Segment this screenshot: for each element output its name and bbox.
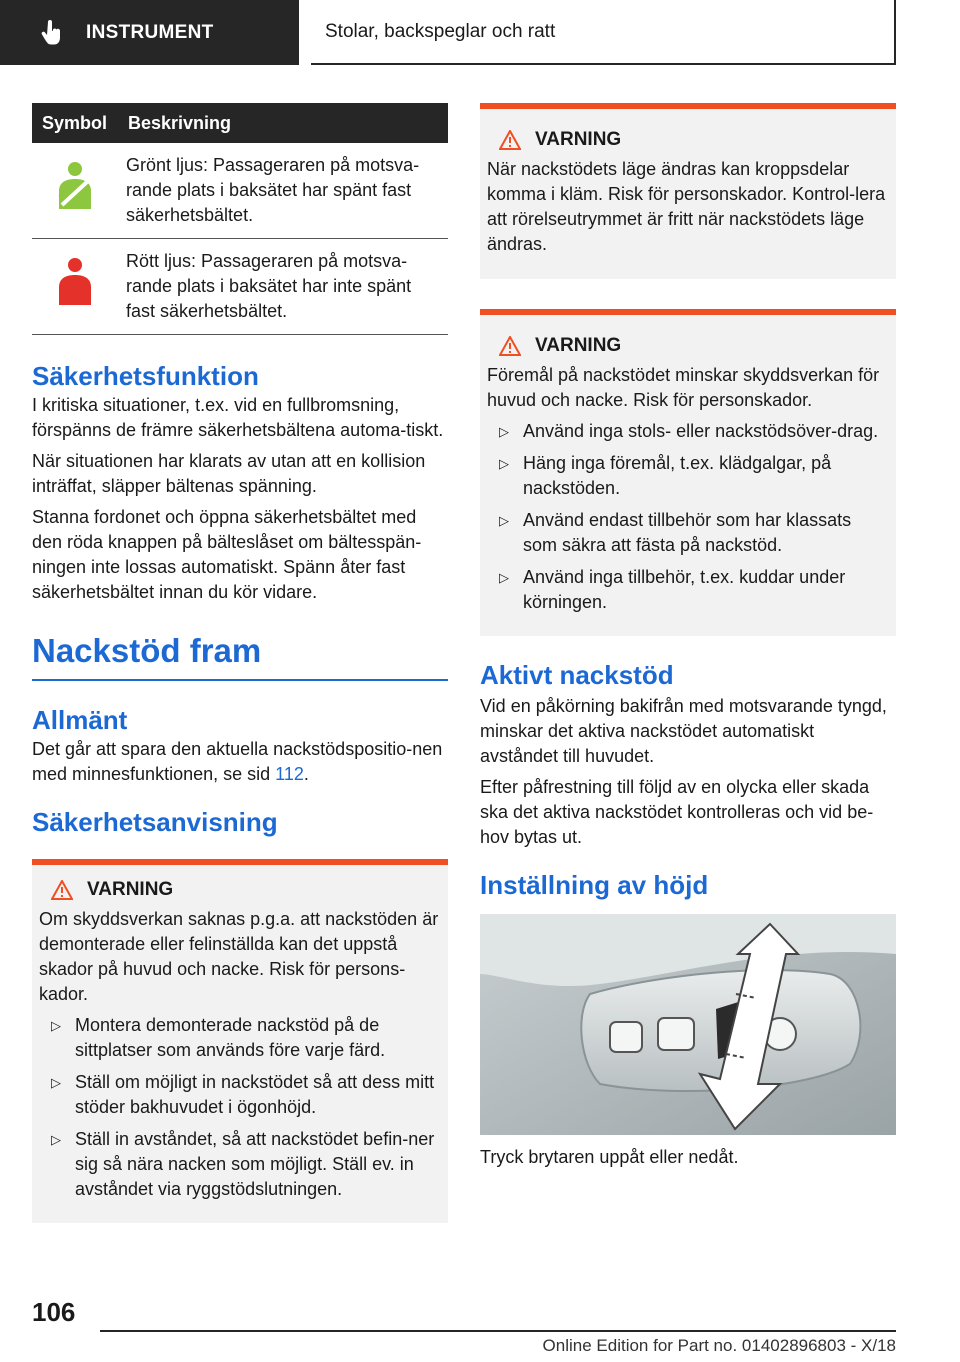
section-heading-active-headrest: Aktivt nackstöd	[480, 660, 674, 690]
warning-label: VARNING	[535, 129, 622, 150]
section-heading-general: Allmänt	[32, 705, 128, 735]
warning-text: Om skyddsverkan saknas p.g.a. att nackstöden är demonterade eller felinställda kan det uppstå skador på huvud och nacke. Risk för persons-kador.	[39, 909, 439, 1004]
list-item: ▷ Montera demonterade nackstöd på de sittplatser som används före varje färd.	[51, 1015, 386, 1060]
warning-label: VARNING	[87, 879, 174, 900]
section-heading-safety-function: Säkerhetsfunktion	[32, 361, 259, 391]
paragraph-general: Det går att spara den aktuella nackstödspositio-nen med minnesfunktionen, se sid 112.	[32, 739, 443, 784]
section-title: INSTRUMENT	[86, 21, 214, 43]
list-item: ▷ Ställ in avståndet, så att nackstödet befin-ner sig så nära nacken som möjligt. Ställ ev. in avståndet via ryggstödslutningen.	[51, 1129, 435, 1199]
list-item: ▷ Ställ om möjligt in nackstödet så att dess mitt stöder bakhuvudet i ögonhöjd.	[51, 1072, 435, 1117]
warning-list	[487, 419, 888, 615]
chapter-title	[311, 0, 896, 65]
table-header-description: Beskrivning	[118, 103, 448, 143]
warning-header	[499, 335, 888, 357]
chapter-title-text: Stolar, backspeglar och ratt	[325, 20, 556, 42]
right-column	[480, 103, 896, 1170]
list-item: ▷ Använd endast tillbehör som har klassats som säkra att fästa på nackstöd.	[499, 510, 852, 555]
warning-text: När nackstödets läge ändras kan kroppsdelar komma i kläm. Risk för personskador. Kontrol-lera att rörelseutrymmet är fritt när nackstödets läge ändras.	[487, 159, 886, 254]
seat-switch-photo	[480, 914, 896, 1135]
page-link[interactable]: 112	[275, 764, 304, 784]
warning-label: VARNING	[535, 335, 622, 356]
paragraph: Vid en påkörning bakifrån med motsvarande tyngd, minskar det aktiva nackstödet automatiskt avståndet till huvudet.	[480, 696, 887, 766]
warning-box	[480, 103, 896, 279]
warning-triangle-icon	[499, 130, 521, 150]
list-item: ▷ Använd inga stols- eller nackstödsöver-drag.	[499, 421, 879, 441]
paragraph: I kritiska situationer, t.ex. vid en fullbromsning, förspänns de främre säkerhetsbältena automa-tiskt.	[32, 395, 444, 440]
list-item: ▷ Använd inga tillbehör, t.ex. kuddar under körningen.	[499, 567, 846, 612]
table-cell-description: Rött ljus: Passageraren på motsva-rande plats i baksätet har inte spänt fast säkerhetsbältet.	[118, 239, 448, 335]
paragraph: Efter påfrestning till följd av en olycka eller skada ska det aktiva nackstödet kontrolleras och vid be-hov bytas ut.	[480, 777, 874, 847]
table-row	[32, 143, 448, 239]
table-cell-symbol	[32, 143, 118, 239]
passenger-red-icon	[55, 257, 95, 307]
heading-rule	[32, 679, 448, 681]
symbol-table	[32, 103, 448, 335]
list-item: ▷ Häng inga föremål, t.ex. klädgalgar, på nackstöden.	[499, 453, 832, 498]
footer-edition: Online Edition for Part no. 01402896803 - X/18	[542, 1336, 896, 1355]
warning-header	[51, 879, 440, 901]
left-column	[32, 103, 448, 1223]
seatbelt-fastened-green-icon	[55, 161, 95, 211]
table-cell-symbol	[32, 239, 118, 335]
paragraph: Stanna fordonet och öppna säkerhetsbältet med den röda knappen på bälteslåset om bältesspän-ningen inte lossas automatiskt. Spänn åter fast säkerhetsbältet innan du kör vidare.	[32, 507, 422, 602]
table-row	[32, 239, 448, 335]
hand-pointer-icon	[40, 20, 64, 46]
table-cell-description: Grönt ljus: Passageraren på motsva-rande plats i baksätet har spänt fast säkerhetsbältet.	[118, 143, 448, 239]
paragraph: När situationen har klarats av utan att en kollision inträffat, släpper bältenas spänning.	[32, 451, 426, 496]
warning-text: Föremål på nackstödet minskar skyddsverkan för huvud och nacke. Risk för personskador.	[487, 365, 880, 410]
warning-triangle-icon	[51, 880, 73, 900]
image-caption: Tryck brytaren uppåt eller nedåt.	[480, 1147, 739, 1167]
section-heading-safety-instruction: Säkerhetsanvisning	[32, 807, 278, 837]
chapter-heading-headrest: Nackstöd fram	[32, 632, 262, 669]
warning-box	[480, 309, 896, 636]
warning-box	[32, 859, 448, 1223]
warning-list	[39, 1013, 440, 1202]
warning-header	[499, 129, 888, 151]
footer-rule	[100, 1330, 896, 1332]
table-header-symbol: Symbol	[32, 103, 118, 143]
section-heading-height-adjustment: Inställning av höjd	[480, 870, 709, 900]
page-number: 106	[32, 1297, 76, 1327]
warning-triangle-icon	[499, 336, 521, 356]
section-tab	[0, 0, 299, 65]
